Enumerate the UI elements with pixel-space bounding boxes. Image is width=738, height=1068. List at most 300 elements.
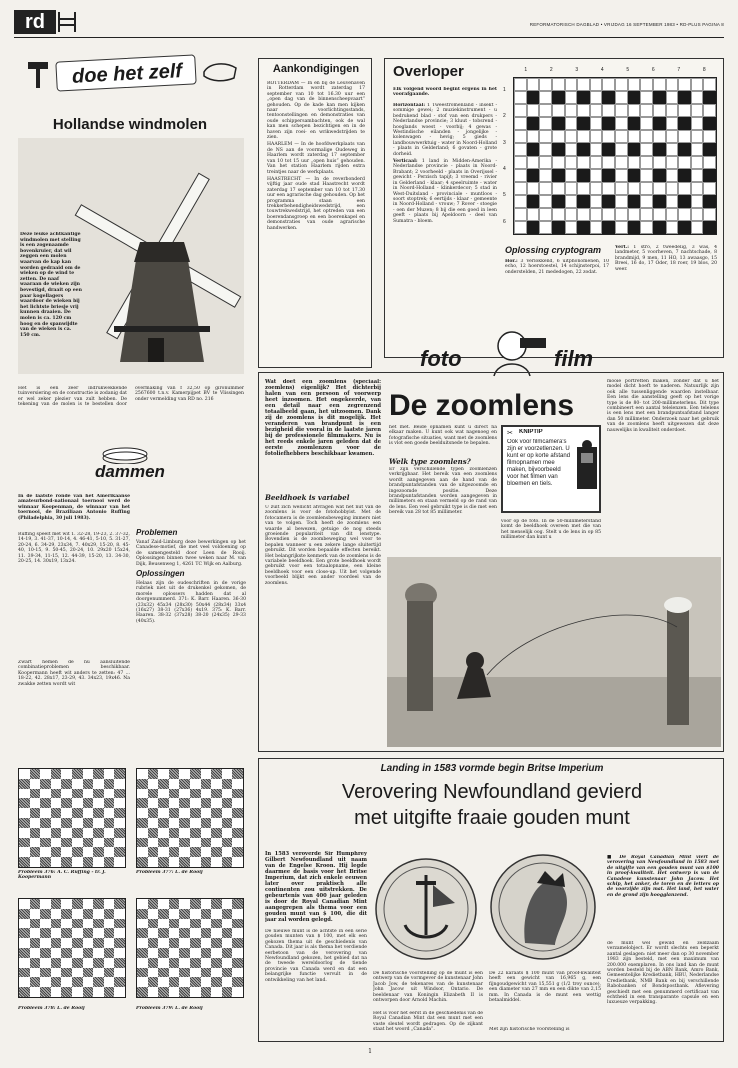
board-square [232,789,243,799]
board-square [148,769,159,779]
board-square [222,789,233,799]
board-square [179,769,190,779]
board-square [148,779,159,789]
board-square [222,977,233,987]
board-square [137,857,148,867]
hammer-icon [24,60,54,90]
board-square [137,948,148,958]
board-square [232,958,243,968]
board-square [114,779,125,789]
damboard-377 [136,768,244,868]
board-square [61,838,72,848]
overloper-cell [577,208,590,221]
overloper-cell [552,195,565,208]
board-square [104,838,115,848]
board-square [222,857,233,867]
board-square [232,948,243,958]
overloper-cell [602,130,615,143]
board-square [40,769,51,779]
overloper-cell [577,104,590,117]
board-square [137,779,148,789]
overloper-cell [552,130,565,143]
board-square [93,987,104,997]
overloper-col-numbers: 1 2 3 4 5 6 7 8 [524,67,706,73]
board-square [104,779,115,789]
board-square [211,779,222,789]
board-square [83,857,94,867]
board-square [148,928,159,938]
overloper-cell [527,104,540,117]
board-square [169,987,180,997]
board-square [201,958,212,968]
board-square [19,968,30,978]
board-square [51,857,62,867]
overloper-cell [640,169,653,182]
board-square [137,828,148,838]
board-square [158,857,169,867]
overloper-cell [590,143,603,156]
overloper-cell [678,221,691,234]
board-square [51,958,62,968]
overloper-cell [691,156,704,169]
board-square [72,857,83,867]
overloper-cell [514,104,527,117]
board-square [222,919,233,929]
board-square [169,779,180,789]
board-square [72,958,83,968]
board-square [158,919,169,929]
overloper-cell [703,117,716,130]
board-square [114,909,125,919]
board-square [201,919,212,929]
board-square [211,899,222,909]
overloper-cell [539,91,552,104]
board-square [83,847,94,857]
board-square [104,899,115,909]
board-square [104,919,115,929]
board-square [137,789,148,799]
oplossing-vert: Vert.: 1 stro, 2 tweedelig, 3 was, 4 landmeter, 5 voorheven, 7 nachtschade, 8 brandmijd, 9 men, 11 HO, 13 awaasgo, 15 Breei, 16 do, 17 Oder, 18 roer, 19 blos, 20 weer. [615,245,717,272]
board-square [61,818,72,828]
board-square [137,818,148,828]
board-377-caption: Probleem 377: L. de Rooij [136,870,203,875]
board-square [114,789,125,799]
overloper-cell [565,208,578,221]
overloper-cell [640,221,653,234]
board-square [93,977,104,987]
overloper-cell [514,117,527,130]
overloper-cell [615,130,628,143]
board-square [93,857,104,867]
board-square [190,847,201,857]
board-square [179,857,190,867]
board-square [148,958,159,968]
coin-reverse [371,855,481,963]
overloper-cell [602,156,615,169]
overloper-cell [653,221,666,234]
board-square [114,958,125,968]
board-square [158,838,169,848]
rd-logo: rd [14,10,56,34]
photographer-drawing-icon [480,318,550,378]
board-square [30,977,41,987]
board-square [137,958,148,968]
overloper-cell [565,117,578,130]
overloper-cell [514,130,527,143]
board-square [211,828,222,838]
board-square [201,987,212,997]
board-square [104,958,115,968]
overloper-intro: Elk volgend woord begint ergens in het voorafgaande. [393,87,497,98]
board-square [19,769,30,779]
overloper-row-numbers: 1 2 3 4 5 6 [503,87,506,225]
board-square [158,948,169,958]
board-square [83,948,94,958]
board-square [51,948,62,958]
damboard-378 [18,898,126,998]
board-square [40,919,51,929]
doe-het-zelf-banner: doe het zelf [55,54,196,91]
newfoundland-headline-1: Verovering Newfoundland gevierd [341,781,643,803]
overloper-cell [615,182,628,195]
board-square [61,919,72,929]
overloper-cell [691,221,704,234]
overloper-cell [552,143,565,156]
overloper-cell [565,156,578,169]
board-square [158,828,169,838]
board-square [190,909,201,919]
board-square [114,847,125,857]
oplossingen-body: Helaas zijn de oudeschriften in de vorige rubriek niet uit de drukenkel gekomen, de morele oplossers hadden dat al doorgenummerd. 371: K. Barr. Haaren. 36-30 (23x32) 45x34 (28x30) 50x44 (28x34) 33x4 (16x27) 38-31 (27x36) 4x19. 375: K. Barr. Haaren. 38-32 (37x28) 38-20 (24x35) 29-33 (40x35). [136,581,246,624]
overloper-cell [628,78,641,91]
board-square [93,899,104,909]
board-square [211,958,222,968]
overloper-cell [565,221,578,234]
board-square [190,977,201,987]
board-square [190,987,201,997]
board-square [30,838,41,848]
aankondigingen-body [267,81,365,365]
newfoundland-body2: De historische voorstelling op de munt is een ontwerp van de vormgever de kunstenaar John Jacob Jow, de tekenares van de kunstenaar John Jacow uit Windsor, Ontario. De beeldenaar van Koningin Elizabeth II is ontworpen door Arnold Machin. [373,971,483,1004]
overloper-cell [653,91,666,104]
overloper-cell [552,208,565,221]
overloper-cell [666,182,679,195]
overloper-cell [615,195,628,208]
board-square [61,857,72,867]
overloper-cell [514,78,527,91]
overloper-cell [678,195,691,208]
board-square [201,818,212,828]
overloper-cell [691,208,704,221]
aankondigingen-title: Aankondigingen [272,63,360,75]
board-square [158,958,169,968]
kniptip-box [501,425,601,513]
overloper-cell [577,195,590,208]
overloper-cell [577,156,590,169]
board-square [104,828,115,838]
board-square [169,769,180,779]
board-square [158,769,169,779]
board-square [169,798,180,808]
board-square [72,789,83,799]
overloper-cell [691,169,704,182]
board-square [83,838,94,848]
overloper-cell [628,117,641,130]
overloper-cell [514,91,527,104]
board-square [222,769,233,779]
board-square [169,919,180,929]
overloper-cell [577,117,590,130]
overloper-cell [590,130,603,143]
board-square [40,798,51,808]
zoomlens-intro: Wat doet een zoomlens (speciaal: zoemlens) eigenlijk? Het dichterbij halen van een persoon of voorwerp heet inzoomen. Het ongekeerde, van een detail naar een zegrenzend totaalbeeld gaan, het uitzoomen. Dank zij de zoomlens is dit mogelijk. Het veranderen van brandpunt is een bezigheid die vooral in de laatste jaren bij de professionele filmmakers. Nu is het reeds enkele jaren geleden dat de eerste zoomlenzen voor de fotoliefhebbers beschikbaar kwamen. [265,379,381,457]
overloper-cell [640,117,653,130]
board-square [148,789,159,799]
board-square [169,899,180,909]
board-square [104,928,115,938]
overloper-cell [514,195,527,208]
overloper-cell [628,104,641,117]
board-square [137,798,148,808]
board-square [114,977,125,987]
overloper-cell [577,78,590,91]
board-square [222,948,233,958]
board-square [148,808,159,818]
overloper-cell [539,156,552,169]
overloper-cell [539,117,552,130]
board-square [158,779,169,789]
board-square [158,909,169,919]
masthead-rule [14,37,724,38]
windmolen-body: Het is een zeer indrukwekkende tuinversiering en de constructie is zodanig dat er wel zeker plezier van zult hebben. De tekening van de molen is te bestellen door overmaking van f 32,50 op gironummer 2567600 t.n.v. Kamerpijpet BV te Vlissingen onder vermelding van RD no. 216 [18,386,244,408]
board-square [158,847,169,857]
board-square [19,779,30,789]
subhead-beeldhoek: Beeldhoek is variabel [265,493,350,502]
board-square [104,968,115,978]
board-square [201,828,212,838]
board-square [148,818,159,828]
board-square [83,968,94,978]
board-square [190,938,201,948]
board-square [93,938,104,948]
zoomlens-headline: De zoomlens [389,389,575,422]
board-square [30,968,41,978]
board-square [19,818,30,828]
scissors-icon: ✂ [507,429,513,437]
oplossing-hor: Hor.: 3 Verlokkend, 6 uitphonomenen, 10 echo, 12 hoerstoestel, 14 schijnsterpoi, 17 onderstelden, 21 mededogen, 22 zodat. [505,259,609,275]
board-square [83,987,94,997]
board-square [51,798,62,808]
board-square [72,909,83,919]
board-square [61,977,72,987]
board-square [30,909,41,919]
board-square [19,838,30,848]
board-square [40,938,51,948]
zoomlens-col2: het met. Beide opnamen kunt u direct na elkaar maken. U kunt ook wat nagenoeg en fotografische situaties, want met de zoomlens is vlot een goede beelduitsnede te bepalen. [389,425,497,447]
zoomlens-photo [387,557,721,747]
overloper-cell [628,156,641,169]
board-square [190,818,201,828]
board-square [40,968,51,978]
overloper-cell [615,104,628,117]
overloper-cell [628,208,641,221]
overloper-cell [602,91,615,104]
board-square [104,769,115,779]
board-square [93,958,104,968]
hand-icon [200,56,240,88]
overloper-cell [577,130,590,143]
overloper-cell [653,195,666,208]
overloper-cell [514,221,527,234]
board-square [51,919,62,929]
board-square [30,958,41,968]
board-square [51,779,62,789]
overloper-cell [514,156,527,169]
board-square [232,818,243,828]
board-square [19,899,30,909]
overloper-cell [666,78,679,91]
board-square [222,968,233,978]
board-square [158,928,169,938]
board-square [114,919,125,929]
board-square [30,847,41,857]
overloper-cell [640,208,653,221]
board-square [222,828,233,838]
overloper-cell [666,130,679,143]
board-square [179,847,190,857]
oplossing-title: Oplossing cryptogram [505,245,602,255]
dammen-intro: In de laatste ronde van het Amerikaanse amateurbond-nationaal toernooi werd de winnaar Koopenman, de winnaar van het toernooi, de Braziliaan Antonio Ruffing (Philadelphia, 30 juli 1983). [18,494,130,521]
board-square [148,838,159,848]
overloper-cell [640,156,653,169]
overloper-cell [552,91,565,104]
filmcamera-icon [575,439,599,495]
board-square [61,928,72,938]
board-square [232,909,243,919]
board-square [72,798,83,808]
overloper-cell [691,104,704,117]
board-square [93,769,104,779]
board-square [83,798,94,808]
board-square [137,977,148,987]
board-square [169,838,180,848]
board-square [211,919,222,929]
overloper-cell [602,143,615,156]
board-square [190,948,201,958]
zoomlens-col2b: Er zijn verschillende typen zoomlenzen verkrijgbaar. Het bereik van een zoomlens wordt aangegeven aan de hand van de brandpuntafstanden van de uitgezoomde en ingezoomde positie. Deze brandpuntafstanden worden aangegeven in millimeters en staan vermeld op de rand van de lens. Een veel gebruikt type is die met een bereik van 28 tot 85 millimeter. [389,467,497,516]
board-square [190,828,201,838]
board-square [72,828,83,838]
board-square [114,808,125,818]
aankondigingen-section [258,58,372,368]
board-square [201,838,212,848]
board-square [51,968,62,978]
overloper-cell [703,78,716,91]
board-square [137,838,148,848]
board-square [222,987,233,997]
board-square [201,857,212,867]
board-square [201,928,212,938]
board-square [169,938,180,948]
overloper-cell [653,104,666,117]
board-square [114,987,125,997]
board-square [201,968,212,978]
overloper-cell [590,195,603,208]
board-square [114,818,125,828]
masthead [14,10,724,36]
board-square [40,977,51,987]
board-square [114,798,125,808]
overloper-cell [514,208,527,221]
overloper-cell [628,221,641,234]
board-square [104,987,115,997]
overloper-cell [590,78,603,91]
board-square [190,838,201,848]
overloper-grid [503,67,717,237]
board-square [137,928,148,938]
newfoundland-section [258,758,724,1042]
overloper-cell [691,195,704,208]
board-square [40,899,51,909]
board-square [104,977,115,987]
board-square [211,838,222,848]
overloper-cell [628,91,641,104]
overloper-cell [666,156,679,169]
board-square [40,909,51,919]
overloper-cell [666,195,679,208]
board-square [158,789,169,799]
overloper-cell [602,169,615,182]
overloper-cell [552,169,565,182]
board-square [72,838,83,848]
overloper-cell [640,104,653,117]
board-square [83,938,94,948]
board-square [201,948,212,958]
overloper-cell [653,143,666,156]
board-square [83,769,94,779]
overloper-cell [666,208,679,221]
overloper-cell [691,117,704,130]
overloper-cell [640,195,653,208]
board-square [137,968,148,978]
overloper-cell [653,130,666,143]
board-square [169,789,180,799]
board-square [30,928,41,938]
board-square [179,808,190,818]
overloper-cell [615,78,628,91]
caption-bullet-icon: ■ [607,855,620,860]
overloper-clues: Horizontaal: 1 Tweestromenland - insekt - sommige gewei; 2 muziekinstrument - u bedrukend blad - stof van een drukpers - Nederlandse provincie; 3 kluut - tobsrend - hooglands woest - voorbij; 4 gewas - Westindische eilanden - jongelijke - kolenwagen - hevig; 5 gieds - landbouwwerktuig - water in Noord-Holland - plaats in Gelderland; 6 govaten - grote dorheid. Verticaal: 1 land in Midden-Amerika - Nederlandse provincie - plaats in Noord-Brabant; 2 voorheeld - plaats in Overijssel - gewicht - Perzisch tapijt; 3 vreemd - rivier in Gelderland - klaar; 4 speelruimte - water in Noord-Holland - klinkerdecor; 5 stad in West-Duitsland - provinciale - muntloos - soort stoptrek; 6 eertijds - klaar - gemeente in Noord-Holland - vrouw; 7 Rover - stoegie - oen der Muzen; 8 bij die een goed in leen geeft - plaats bij Apeldoorn - deel van Sumatra - bloem. [393,103,497,224]
board-square [114,838,125,848]
board-square [179,779,190,789]
board-square [104,948,115,958]
board-square [30,779,41,789]
overloper-cell [628,130,641,143]
newfoundland-body5: Met zijn historische voorstelling is [489,1027,570,1032]
overloper-cell [640,143,653,156]
newfoundland-body3: Het is voor het eerst in de geschiedenis van de Royal Canadian Mint dat een munt met een vaste sleutel wordt gedragen. Op de zijkant staat het woord „Canada”. [373,1011,483,1033]
board-square [232,828,243,838]
overloper-cell [628,182,641,195]
horizontaal-clues: 1 Tweestromenland - insekt - sommige gewei; 2 muziekinstrument - u bedrukend blad - stof van een drukpers - Nederlandse provincie; 3 kluut - tobsrend - hooglands woest - voorbij; 4 gewas - Westindische eilanden - jongelijke - kolenwagen - hevig; 5 gieds - landbouwwerktuig - water in Noord-Holland - plaats in Gelderland; 6 govaten - grote dorheid. [393,103,497,157]
overloper-cell [703,195,716,208]
board-square [148,899,159,909]
board-square [190,808,201,818]
board-square [51,818,62,828]
coin-obverse [485,851,601,963]
board-square [30,857,41,867]
board-square [40,818,51,828]
